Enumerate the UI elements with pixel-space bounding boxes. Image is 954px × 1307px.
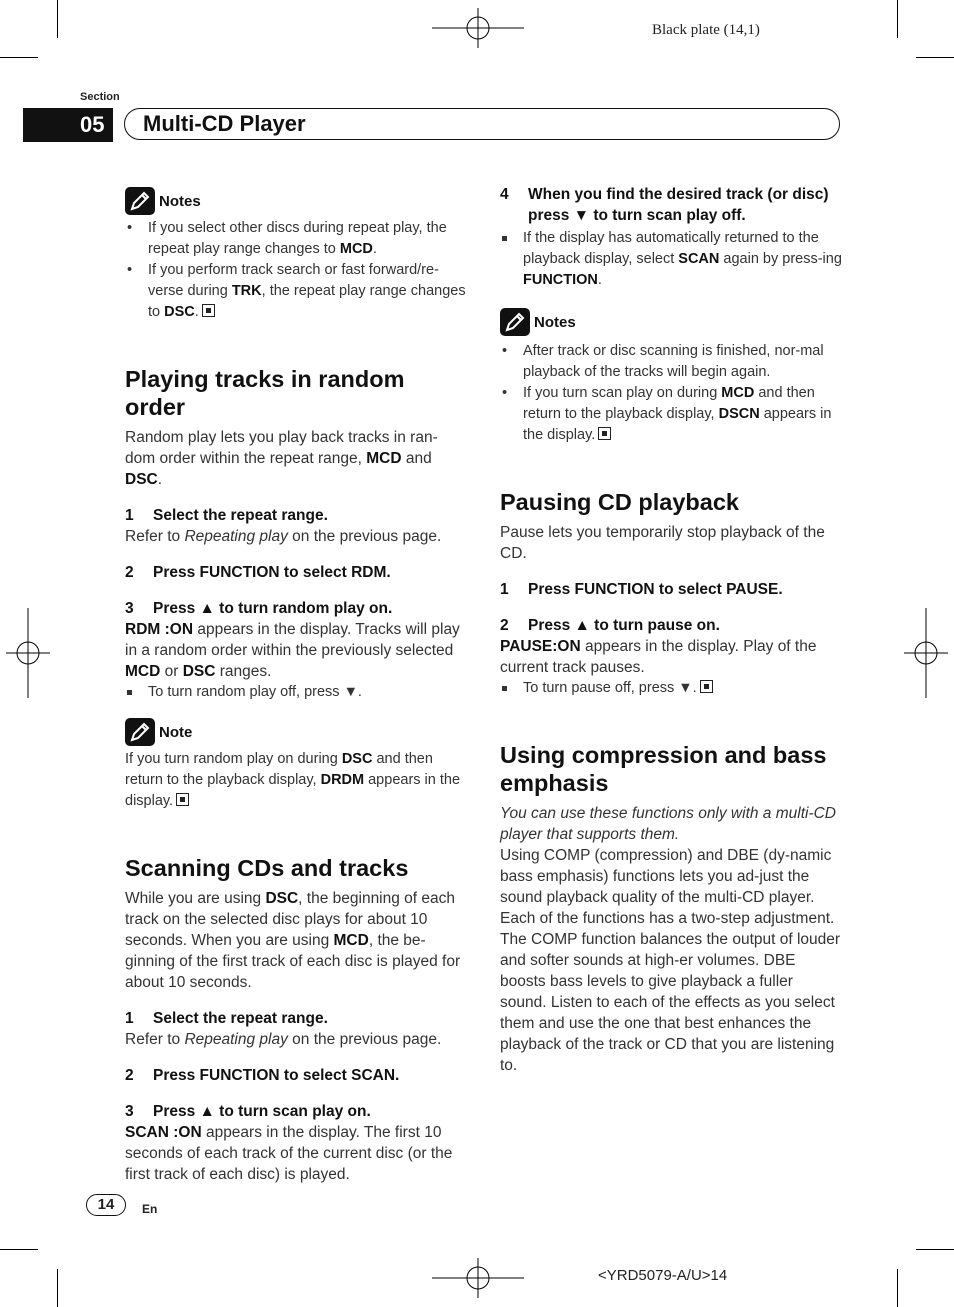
notes-header: Notes (125, 186, 467, 216)
heading-scan: Scanning CDs and tracks (125, 855, 409, 881)
pencil-icon (125, 718, 155, 746)
crop-mark (0, 1249, 38, 1250)
step-heading: 2 Press FUNCTION to select SCAN. (125, 1067, 400, 1084)
registration-mark-bottom (432, 1258, 524, 1298)
page-number: 14 (86, 1194, 126, 1216)
section-number: 05 (23, 108, 113, 142)
end-mark-icon (700, 680, 713, 693)
pencil-icon (500, 308, 530, 336)
step-heading: 1 Select the repeat range. (125, 1010, 328, 1027)
language-label: En (142, 1202, 158, 1216)
heading-random: Playing tracks in random order (125, 366, 405, 420)
notes-list (125, 218, 467, 323)
step-heading: 1 Select the repeat range. (125, 507, 328, 524)
pause-intro: Pause lets you temporarily stop playback of the CD. (500, 524, 825, 562)
step-body: Refer to Repeating play on the previous page. (125, 1031, 442, 1048)
registration-mark-right (904, 608, 948, 698)
crop-mark (897, 1269, 898, 1307)
notes-header: Notes (500, 307, 842, 337)
scan-intro: While you are using DSC, the beginning of each track on the selected disc plays for about 10 seconds. When you are using MCD, the be-ginning of the first track of each disc is played for about 10 seconds. (125, 890, 461, 991)
crop-mark (57, 1269, 58, 1307)
left-column (125, 186, 467, 1185)
step-heading: 3 Press ▲ to turn scan play on. (125, 1103, 371, 1120)
tip-text: To turn pause off, press ▼. (500, 678, 842, 699)
registration-mark-top (432, 8, 524, 48)
crop-mark (897, 0, 898, 38)
step-heading: 2 Press FUNCTION to select RDM. (125, 564, 391, 581)
step-body: RDM :ON appears in the display. Tracks will play in a random order within the previously selected MCD or DSC ranges. (125, 621, 460, 680)
crop-mark (0, 57, 38, 58)
comp-italic: You can use these functions only with a multi-CD player that supports them. (500, 805, 837, 843)
crop-mark (57, 0, 58, 38)
plate-label: Black plate (14,1) (652, 22, 760, 38)
heading-pause: Pausing CD playback (500, 489, 739, 515)
crop-mark (916, 57, 954, 58)
list-item: • After track or disc scanning is finished, nor-mal playback of the tracks will begin again. (500, 341, 842, 383)
section-title: Multi-CD Player (124, 108, 840, 140)
notes-list (500, 341, 842, 446)
pencil-icon (125, 187, 155, 215)
comp-body: Using COMP (compression) and DBE (dy-namic bass emphasis) functions lets you ad-just the sound playback quality of the multi-CD player. Each of the functions has a two-step adjustment. The COMP function balances the output of louder and softer sounds at high-er volumes. DBE boosts bass levels to give playback a fuller sound. Listen to each of the effects as you select them and use the one that best enhances the playback of the track or CD that you are listening to. (500, 847, 841, 1074)
tip-text: To turn random play off, press ▼. (125, 682, 467, 703)
step-body: PAUSE:ON appears in the display. Play of the current track pauses. (500, 638, 817, 676)
random-intro: Random play lets you play back tracks in ran-dom order within the repeat range, MCD and DSC. (125, 429, 438, 488)
end-mark-icon (176, 793, 189, 806)
crop-mark (916, 1249, 954, 1250)
step-heading: 3 Press ▲ to turn random play on. (125, 600, 393, 617)
note-header: Note (125, 717, 467, 747)
list-item: • If you turn scan play on during MCD and then return to the playback display, DSCN appears in the display. (500, 383, 842, 446)
section-label: Section (80, 91, 120, 103)
list-item: • If you select other discs during repeat play, the repeat play range changes to MCD. (125, 218, 467, 260)
step-heading: 4 When you find the desired track (or disc) press ▼ to turn scan play off. (500, 186, 829, 224)
step-body: Refer to Repeating play on the previous page. (125, 528, 442, 545)
registration-mark-left (6, 608, 50, 698)
step-heading: 2 Press ▲ to turn pause on. (500, 617, 720, 634)
end-mark-icon (202, 304, 215, 317)
end-mark-icon (598, 427, 611, 440)
right-column (500, 184, 842, 1076)
step-body: SCAN :ON appears in the display. The first 10 seconds of each track of the current disc (or the first track of each disc) is played. (125, 1124, 453, 1183)
step-body: If the display has automatically returned to the playback display, select SCAN again by press-ing FUNCTION. (500, 228, 842, 291)
list-item: • If you perform track search or fast forward/re-verse during TRK, the repeat play range changes to DSC. (125, 260, 467, 323)
document-code: <YRD5079-A/U>14 (598, 1267, 728, 1284)
step-heading: 1 Press FUNCTION to select PAUSE. (500, 581, 783, 598)
note-body: If you turn random play on during DSC and then return to the playback display, DRDM appears in the display. (125, 751, 461, 809)
heading-compression: Using compression and bass emphasis (500, 742, 827, 796)
